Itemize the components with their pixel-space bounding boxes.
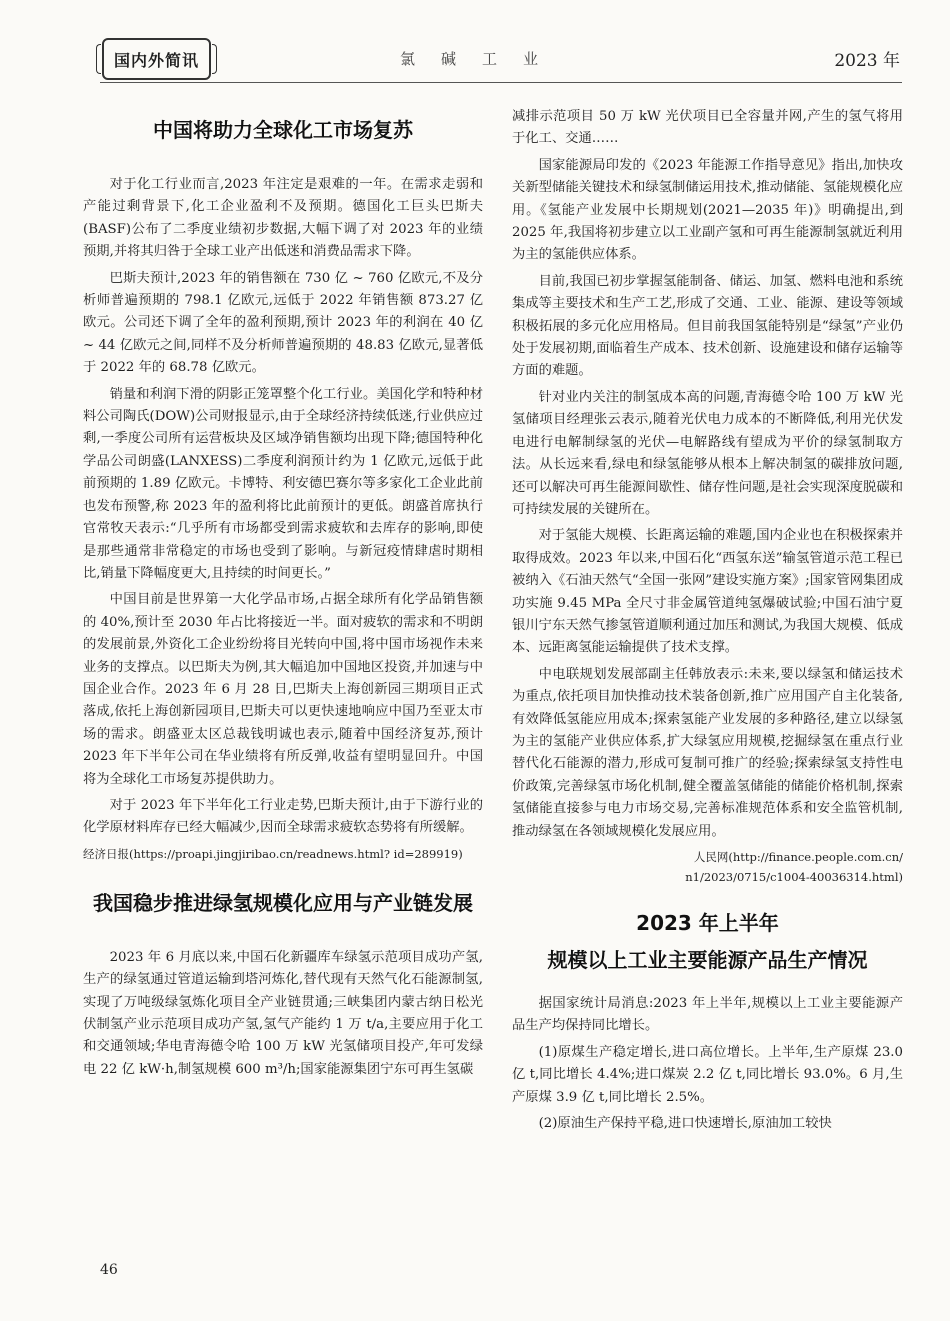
article1-paragraph: 对于化工行业而言,2023 年注定是艰难的一年。在需求走弱和产能过剩背景下,化工企业盈利不及预期。德国化工巨头巴斯夫(BASF)公布了二季度业绩初步数据,大幅下调了对 2023 年的业绩预期,并将其归咎于全球工业产出低迷和消费品需求下降。 xyxy=(83,177,483,260)
article2-paragraph: 目前,我国已初步掌握氢能制备、储运、加氢、燃料电池和系统集成等主要技术和生产工艺,形成了交通、工业、能源、建设等领域积极拓展的多元化应用格局。但目前我国氢能特别是“绿氢”产业仍处于发展初期,面临着生产成本、技术创新、设施建设和储存运输等方面的难题。 xyxy=(512,273,903,379)
article3-title-block xyxy=(512,907,903,973)
article1-paragraph: 巴斯夫预计,2023 年的销售额在 730 亿 ~ 760 亿欧元,不及分析师普遍预期的 798.1 亿欧元,远低于 2022 年销售额 873.27 亿欧元。公司还下调了全年的盈利预期,预计 2023 年的利润在 40 亿 ~ 44 亿欧元之间,同样不及分析师普遍预期的 48.83 亿欧元,显著低于 2022 年的 68.78 亿欧元。 xyxy=(83,270,483,376)
section-tag: 国内外简讯 xyxy=(102,38,211,80)
article1-source: 经济日报(https://proapi.jingjiribao.cn/readnews.html? id=289919) xyxy=(83,846,463,861)
article2-source xyxy=(512,847,903,887)
article3-title-line2: 规模以上工业主要能源产品生产情况 xyxy=(547,948,868,972)
article2-paragraph-continued: 减排示范项目 50 万 kW 光伏项目已全容量并网,产生的氢气将用于化工、交通…… xyxy=(512,109,903,147)
article2-paragraph: 针对业内关注的制氢成本高的问题,青海德令哈 100 万 kW 光氢储项目经理张云表示,随着光伏电力成本的不断降低,利用光伏发电进行电解制绿氢的光伏—电解路线有望成为平价的绿氢制取方法。从长远来看,绿电和绿氢能够从根本上解决制氢的碳排放问题,还可以解决可再生能源间歇性、储存性问题,是社会实现深度脱碳和可持续发展的关键所在。 xyxy=(512,389,903,517)
article3-paragraph: 据国家统计局消息:2023 年上半年,规模以上工业主要能源产品生产均保持同比增长。 xyxy=(512,996,903,1034)
right-column xyxy=(512,106,903,1139)
article2-paragraph: 国家能源局印发的《2023 年能源工作指导意见》指出,加快攻关新型储能关键技术和绿氢制储运用技术,推动储能、氢能规模化应用。《氢能产业发展中长期规划(2021—2035 年)》明确提出,到 2025 年,我国将初步建立以工业副产氢和可再生能源制氢就近利用为主的氢能供应体系。 xyxy=(512,157,903,263)
article1-paragraph: 对于 2023 年下半年化工行业走势,巴斯夫预计,由于下游行业的化学原材料库存已经大幅减少,因而全球需求疲软态势将有所缓解。 xyxy=(83,797,483,836)
article1-paragraph: 销量和利润下滑的阴影正笼罩整个化工行业。美国化学和特种材料公司陶氏(DOW)公司财报显示,由于全球经济持续低迷,行业供应过剩,一季度公司所有运营板块及区域净销售额均出现下降;德国特种化学品公司朗盛(LANXESS)二季度利润预计约为 1 亿欧元,远低于此前预期的 1.89 亿欧元。卡博特、利安德巴赛尔等多家化工企业此前也发布预警,称 2023 年的盈利将比此前预计的更低。朗盛首席执行官常牧天表示:“几乎所有市场都受到需求疲软和去库存的影响,即使是那些通常非常稳定的市场也受到了影响。与新冠疫情肆虐时期相比,销量下降幅度更大,且持续的时间更长。” xyxy=(83,386,483,581)
journal-title: 氯碱工业 xyxy=(400,50,565,68)
article2-paragraph: 2023 年 6 月底以来,中国石化新疆库车绿氢示范项目成功产氢,生产的绿氢通过管道运输到塔河炼化,替代现有天然气化石能源制氢,实现了万吨级绿氢炼化项目全产业链贯通;三峡集团内蒙古纳日松光伏制氢产业示范项目成功产氢,氢气产能约 1 万 t/a,主要应用于化工和交通领域;华电青海德令哈 100 万 kW 光氢储项目投产,年可发绿电 22 亿 kW·h,制氢规模 600 m³/h;国家能源集团宁东可再生氢碳 xyxy=(83,949,483,1077)
article3-paragraph: (1)原煤生产稳定增长,进口高位增长。上半年,生产原煤 23.0 亿 t,同比增长 4.4%;进口煤炭 2.2 亿 t,同比增长 93.0%。6 月,生产原煤 3.9 亿 t,同比增长 2.5%。 xyxy=(512,1044,903,1105)
left-column xyxy=(83,98,483,1085)
article2-paragraph: 中电联规划发展部副主任韩放表示:未来,要以绿氢和储运技术为重点,依托项目加快推动技术装备创新,推广应用国产自主化装备,有效降低氢能应用成本;探索氢能产业发展的多种路径,建立以绿氢为主的氢能产业供应体系,扩大绿氢应用规模,挖掘绿氢在重点行业替代化石能源的潜力,形成可复制可推广的经验;探索绿氢支持性电价政策,完善绿氢市场化机制,健全覆盖氢储能的储能价格机制,探索氢储能直接参与电力市场交易,完善标准规范体系和安全监管机制,推动绿氢在各领域规模化发展应用。 xyxy=(512,666,903,839)
article2-source-line2: n1/2023/0715/c1004-40036314.html) xyxy=(685,870,903,884)
article2-title: 我国稳步推进绿氢规模化应用与产业链发展 xyxy=(93,890,473,915)
article2-paragraph: 对于氢能大规模、长距离运输的难题,国内企业也在积极探索并取得成效。2023 年以来,中国石化“西氢东送”输氢管道示范工程已被纳入《石油天然气“全国一张网”建设实施方案》;国家管网集团成功实施 9.45 MPa 全尺寸非金属管道纯氢爆破试验;中国石油宁夏银川宁东天然气掺氢管道顺利通过加压和测试,为我国大规模、低成本、远距离氢能运输提供了技术支撑。 xyxy=(512,528,903,656)
article3-paragraph: (2)原油生产保持平稳,进口快速增长,原油加工较快 xyxy=(538,1116,832,1132)
issue-year: 2023 年 xyxy=(834,51,900,71)
page-number: 46 xyxy=(100,1262,118,1278)
page-header xyxy=(0,0,950,82)
article2-source-line1: 人民网(http://finance.people.com.cn/ xyxy=(693,850,903,864)
article3-title-line1: 2023 年上半年 xyxy=(636,911,779,935)
article1-paragraph: 中国目前是世界第一大化学品市场,占据全球所有化学品销售额的 40%,预计至 2030 年占比将接近一半。面对疲软的需求和不明朗的发展前景,外资化工企业纷纷将目光转向中国,将中国市场视作未来业务的支撑点。以巴斯夫为例,其大幅追加中国地区投资,并加速与中国企业合作。2023 年 6 月 28 日,巴斯夫上海创新园三期项目正式落成,依托上海创新园项目,巴斯夫可以更快速地响应中国乃至亚太市场的需求。朗盛亚太区总裁钱明诚也表示,随着中国经济复苏,预计 2023 年下半年公司在华业绩将有所反弹,收益有望明显回升。中国将为全球化工市场复苏提供助力。 xyxy=(83,592,483,787)
article1-title: 中国将助力全球化工市场复苏 xyxy=(153,118,413,142)
header-rule xyxy=(100,82,902,83)
